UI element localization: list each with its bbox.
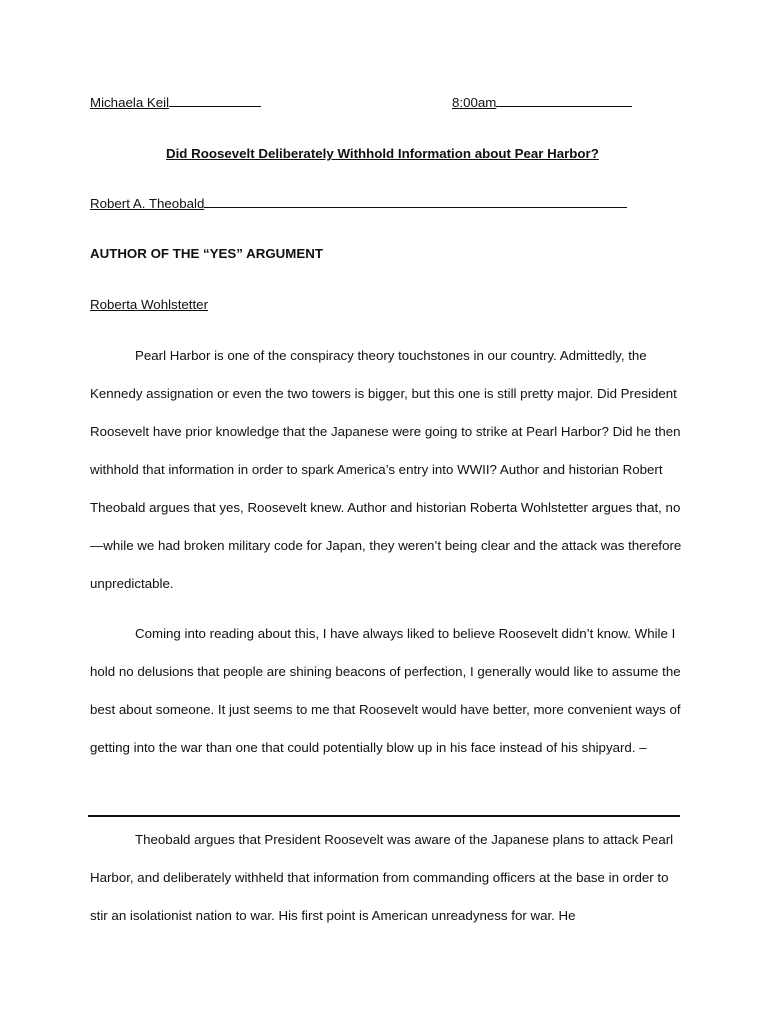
time-fill-line [496,94,632,107]
horizontal-rule [88,815,680,817]
yes-author-line [90,195,627,213]
name-fill-line [169,94,261,107]
yes-author-fill-line [204,195,627,208]
no-author: Roberta Wohlstetter [90,297,209,312]
time-line [452,94,632,112]
section-heading: AUTHOR OF THE “YES” ARGUMENT [90,246,323,261]
paragraph-theobald: Theobald argues that President Roosevelt was aware of the Japanese plans to attack Pearl Harbor, and deliberately withheld that information from commanding officers at the base in order to stir an isolationist nation to war. His first point is American unreadyness for war. He [90,832,674,923]
header-line [90,94,261,112]
paragraph-opinion: Coming into reading about this, I have always liked to believe Roosevelt didn’t know. While I hold no delusions that people are shining beacons of perfection, I generally would like to assume the best about someone. It just seems to me that Roosevelt would have better, more convenient ways of getting into the war than one that could potentially blow up in his face instead of his shipyard. – [90,626,681,755]
yes-author: Robert A. Theobald [90,196,205,211]
document-title: Did Roosevelt Deliberately Withhold Information about Pear Harbor? [166,146,599,161]
class-time: 8:00am [452,95,497,110]
student-name: Michaela Keil [90,95,170,110]
paragraph-intro: Pearl Harbor is one of the conspiracy theory touchstones in our country. Admittedly, the Kennedy assignation or even the two towers is bigger, but this one is still pretty major. Did President Roosevelt have prior knowledge that the Japanese were going to strike at Pearl Harbor? Did he then withhold that information in order to spark America’s entry into WWII? Author and historian Robert Theobald argues that yes, Roosevelt knew. Author and historian Roberta Wohlstetter argues that, no—while we had broken military code for Japan, they weren’t being clear and the attack was therefore unpredictable. [90,348,682,591]
